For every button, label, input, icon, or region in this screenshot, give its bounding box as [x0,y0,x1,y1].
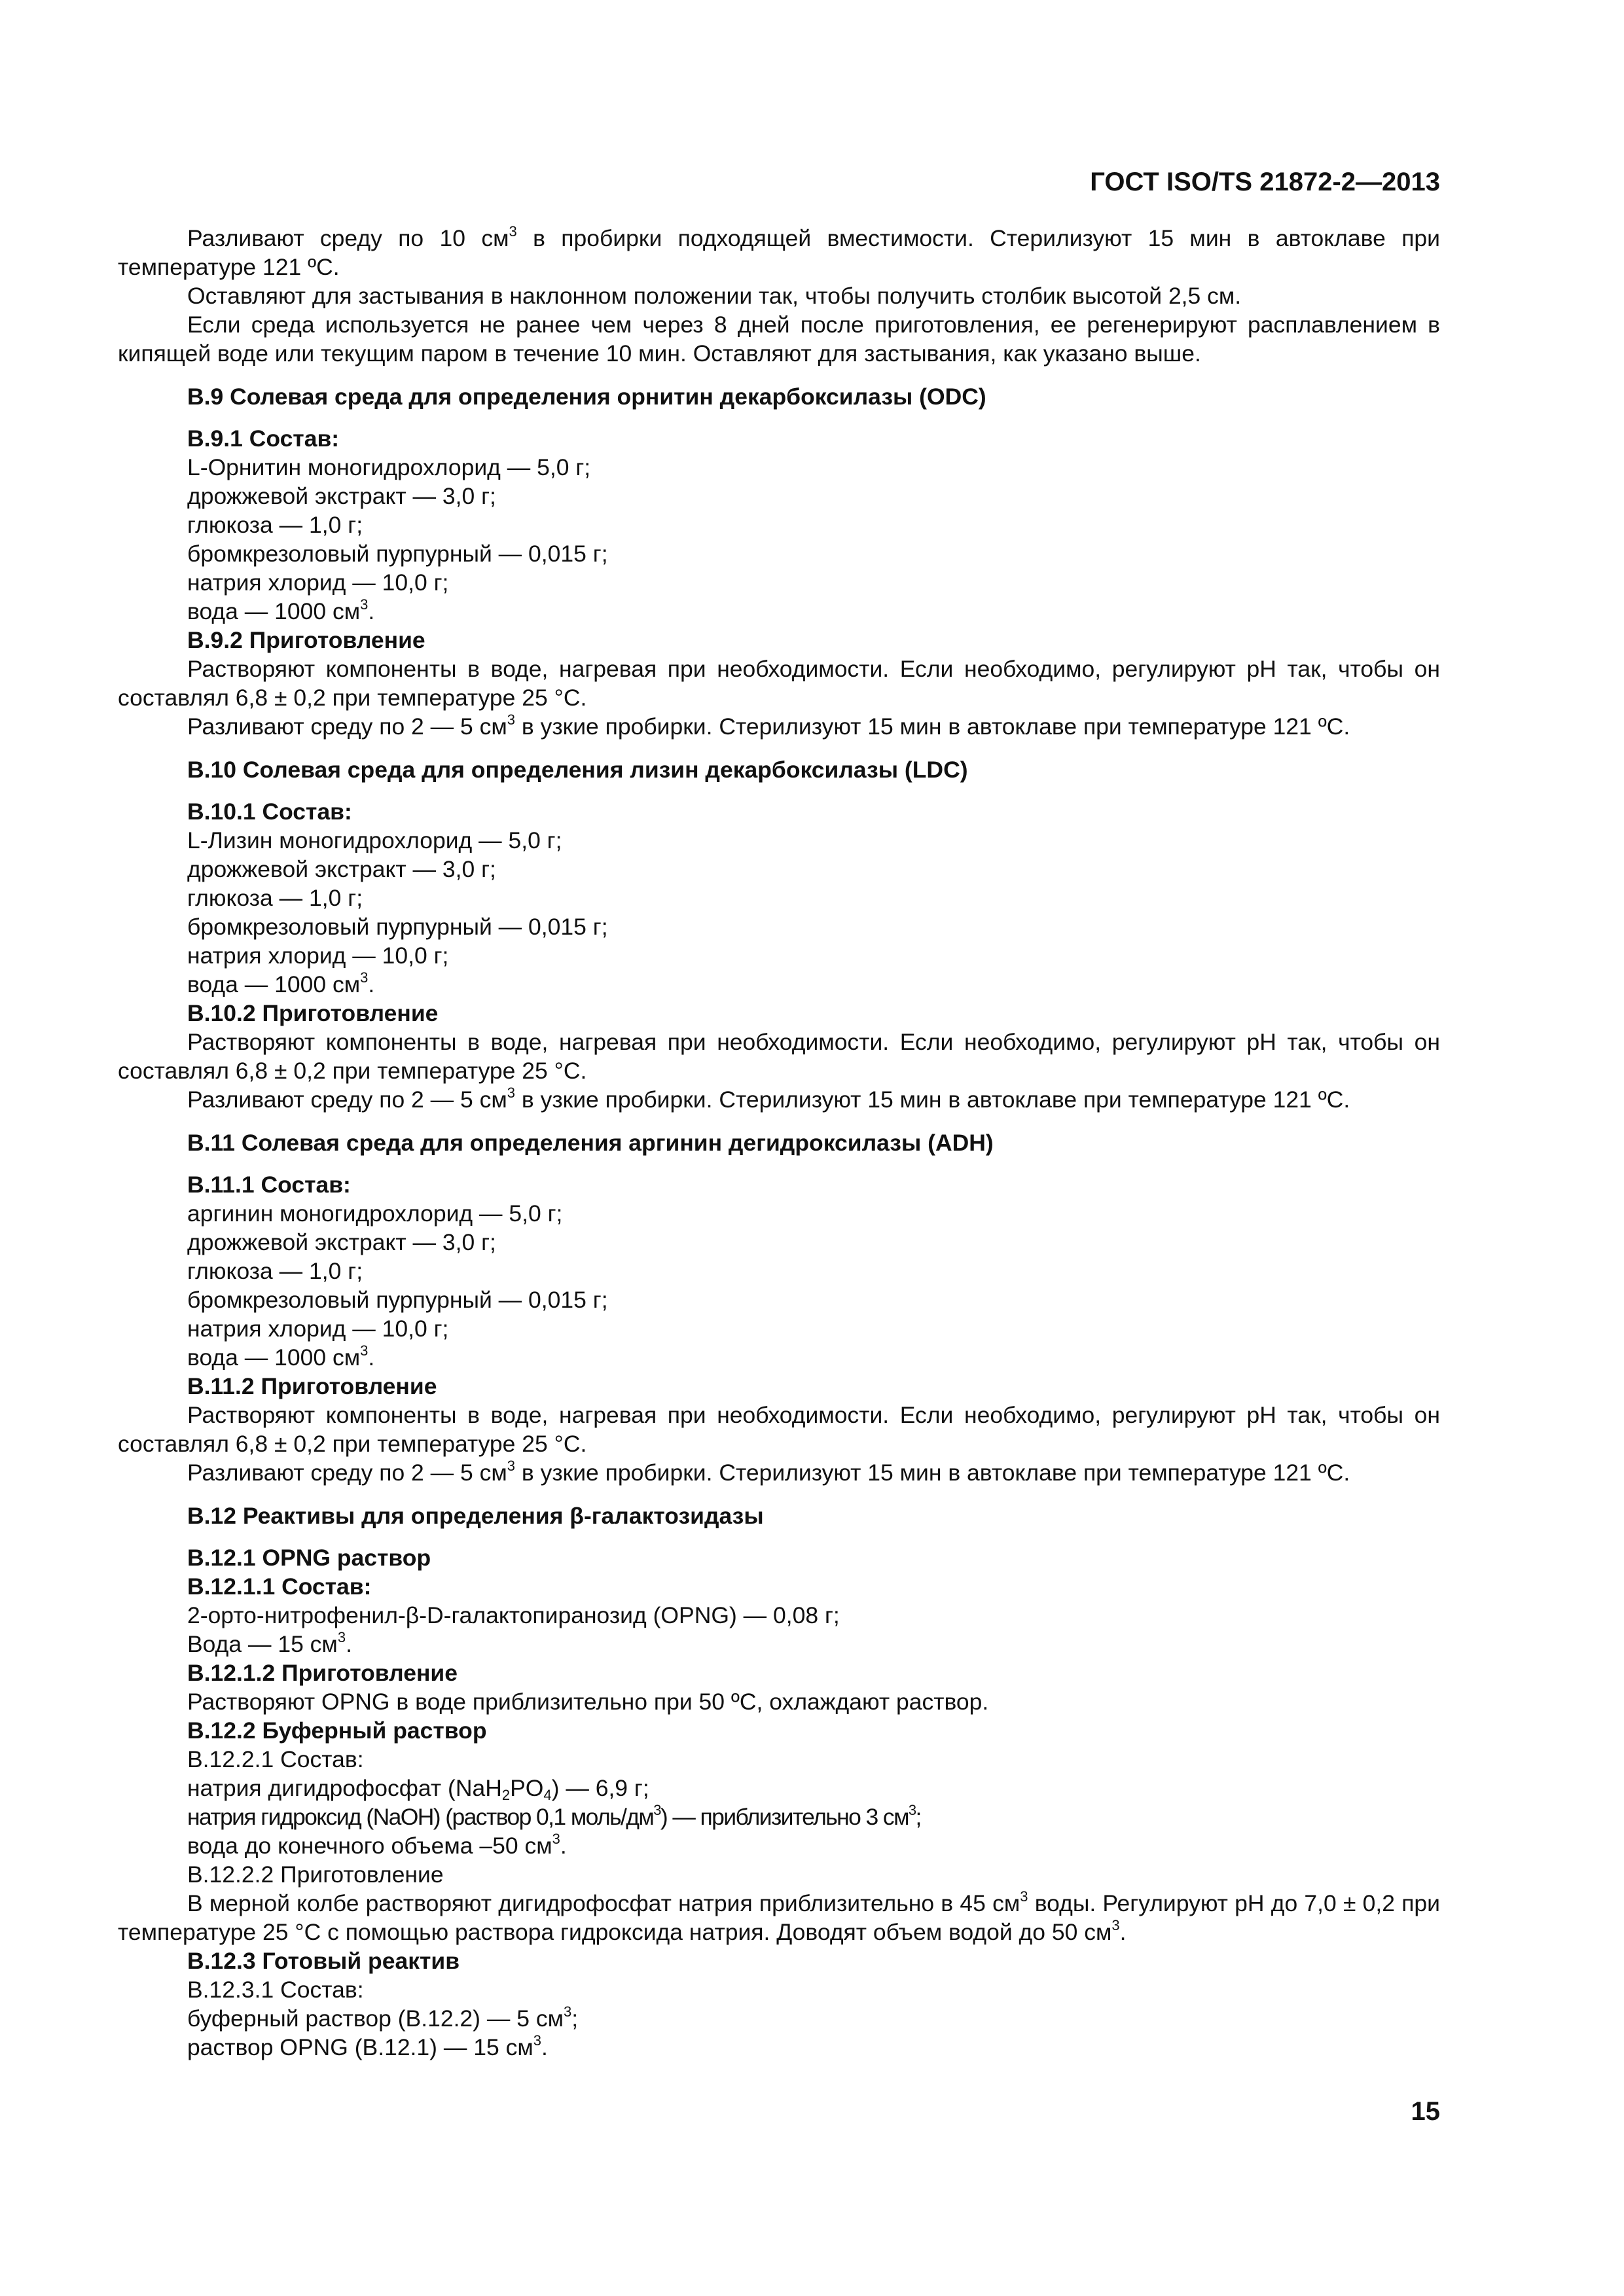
section-b11-heading: В.11 Солевая среда для определения аргинин дегидроксилазы (ADH) [187,1130,994,1156]
b10-composition-heading: В.10.1 Состав: [187,798,352,825]
b10-item-4: бромкрезоловый пурпурный — 0,015 г; [187,914,608,940]
b11-item-4: бромкрезоловый пурпурный — 0,015 г; [187,1287,608,1313]
b12-2-1-item-water: вода до конечного объема –50 $см^3$. [187,1831,567,1859]
b11-pouring-text: Разливают среду по 2 — 5 $см^3$ в узкие пробирки. Стерилизуют 15 мин в автоклаве при температуре 121 ºС. [187,1458,1350,1486]
intro-paragraph-3: Если среда используется не ранее чем через 8 дней после приготовления, ее регенерируют расплавлением в кипящей воде или текущим паром в течение 10 мин. Оставляют для застывания, как указано выше. [118,312,1440,367]
b11-preparation-text: Растворяют компоненты в воде, нагревая при необходимости. Если необходимо, регулируют pH так, чтобы он составлял 6,8 ± 0,2 при температуре 25 °С. [118,1402,1440,1457]
b12-1-heading: В.12.1 OPNG раствор [187,1545,431,1571]
b12-2-1-item-phosphate: натрия дигидрофосфат $(NaH_2PO_4)$ — 6,9 г; [187,1775,649,1803]
b9-item-1: L-Орнитин моногидрохлорид — 5,0 г; [187,454,591,480]
b10-item-5: натрия хлорид — 10,0 г; [187,942,449,969]
b10-item-3: глюкоза — 1,0 г; [187,885,363,911]
b11-item-water: вода — 1000 $см^3$. [187,1342,375,1371]
b9-item-4: бромкрезоловый пурпурный — 0,015 г; [187,541,608,567]
b12-2-1-item-naoh: натрия гидроксид (NaOH) (раствор 0,1 моль/$дм^3$) — приблизительно 3 $см^3$; [187,1802,921,1830]
b12-3-1-heading: В.12.3.1 Состав: [187,1977,364,2003]
b12-2-heading: В.12.2 Буферный раствор [187,1717,487,1744]
b9-item-2: дрожжевой экстракт — 3,0 г; [187,483,496,509]
section-b10-heading: В.10 Солевая среда для определения лизин декарбоксилазы (LDC) [187,757,968,783]
b10-item-2: дрожжевой экстракт — 3,0 г; [187,856,496,882]
b11-item-2: дрожжевой экстракт — 3,0 г; [187,1229,496,1255]
section-b9-heading: В.9 Солевая среда для определения орнитин декарбоксилазы (ODC) [187,384,986,410]
b10-preparation-heading: В.10.2 Приготовление [187,1000,439,1026]
section-b12-heading: В.12 Реактивы для определения β-галактозидазы [187,1503,764,1529]
b11-item-5: натрия хлорид — 10,0 г; [187,1316,449,1342]
b10-item-water: вода — 1000 $см^3$. [187,969,375,997]
b12-1-1-heading: В.12.1.1 Состав: [187,1573,372,1600]
b12-1-2-heading: В.12.1.2 Приготовление [187,1660,458,1686]
b10-item-1: L-Лизин моногидрохлорид — 5,0 г; [187,827,562,853]
b10-preparation-text: Растворяют компоненты в воде, нагревая при необходимости. Если необходимо, регулируют pH так, чтобы он составлял 6,8 ± 0,2 при температуре 25 °С. [118,1029,1440,1084]
b9-item-5: натрия хлорид — 10,0 г; [187,569,449,596]
b12-1-1-item-water: Вода — 15 $см^3$. [187,1629,352,1657]
b12-2-2-text: В мерной колбе растворяют дигидрофосфат натрия приблизительно в 45 $см^3$ воды. Регулируют pH до 7,0 ± 0,2 при температуре 25 °С с помощью раствора гидроксида натрия. Доводят объем водой до 50 $см^3$. [118,1888,1441,1945]
b12-3-heading: В.12.3 Готовый реактив [187,1948,460,1974]
b12-2-1-heading: В.12.2.1 Состав: [187,1746,364,1772]
page-number: 15 [1411,2097,1440,2126]
b12-3-1-item-buffer: буферный раствор (В.12.2) — 5 $см^3$; [187,2003,579,2032]
b12-2-2-heading: В.12.2.2 Приготовление [187,1861,444,1888]
b9-preparation-heading: В.9.2 Приготовление [187,627,425,653]
intro-paragraph-2: Оставляют для застывания в наклонном положении так, чтобы получить столбик высотой 2,5 см. [187,283,1242,309]
b12-1-2-text: Растворяют OPNG в воде приблизительно при 50 ºС, охлаждают раствор. [187,1689,989,1715]
b11-composition-heading: В.11.1 Состав: [187,1172,351,1198]
page-content [118,224,1440,2062]
document-code: ГОСТ ISO/TS 21872-2—2013 [1090,168,1440,196]
b11-item-3: глюкоза — 1,0 г; [187,1258,363,1284]
b10-pouring-text: Разливают среду по 2 — 5 $см^3$ в узкие пробирки. Стерилизуют 15 мин в автоклаве при температуре 121 ºС. [187,1085,1350,1113]
b12-1-1-item-opng: 2-орто-нитрофенил-β-D-галактопиранозид (OPNG) — 0,08 г; [187,1602,840,1628]
b9-item-water: вода — 1000 $см^3$. [187,596,375,624]
b9-composition-heading: В.9.1 Состав: [187,425,340,452]
intro-paragraph-1: Разливают среду по 10 $см^3$ в пробирки подходящей вместимости. Стерилизуют 15 мин в автоклаве при температуре 121 ºС. [118,223,1440,280]
b9-item-3: глюкоза — 1,0 г; [187,512,363,538]
b9-pouring-text: Разливают среду по 2 — 5 $см^3$ в узкие пробирки. Стерилизуют 15 мин в автоклаве при температуре 121 ºС. [187,711,1350,740]
b11-preparation-heading: В.11.2 Приготовление [187,1373,437,1399]
b11-item-1: аргинин моногидрохлорид — 5,0 г; [187,1200,563,1227]
b9-preparation-text: Растворяют компоненты в воде, нагревая при необходимости. Если необходимо, регулируют pH так, чтобы он составлял 6,8 ± 0,2 при температуре 25 °С. [118,656,1440,711]
b12-3-1-item-opng: раствор OPNG (В.12.1) — 15 $см^3$. [187,2032,548,2060]
